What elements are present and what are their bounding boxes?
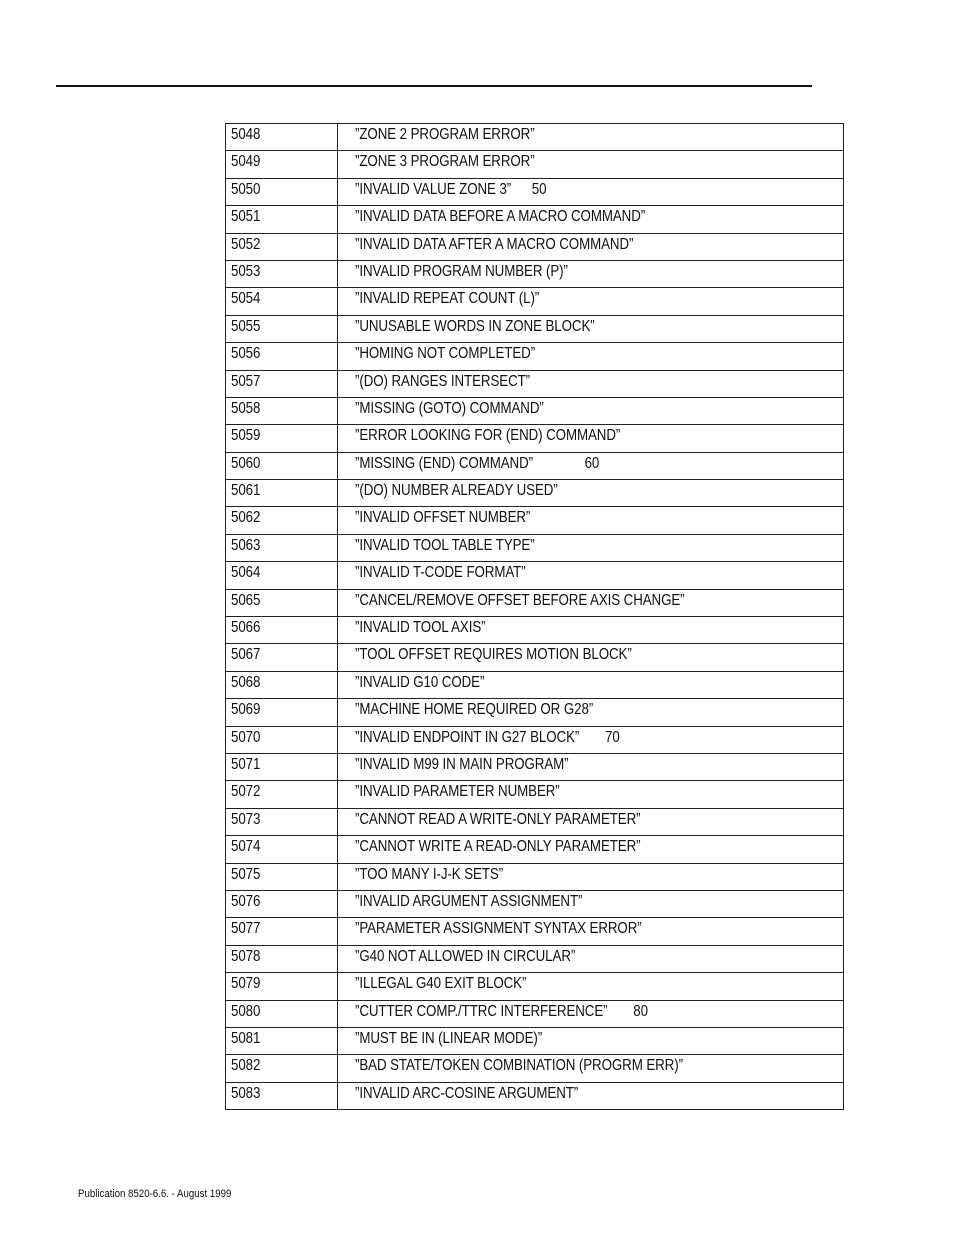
error-code: 5064 — [231, 564, 261, 582]
table-row — [226, 781, 844, 808]
table-row — [226, 671, 844, 698]
table-row — [226, 452, 844, 479]
error-message-cell — [338, 1000, 844, 1027]
error-code-cell — [226, 726, 338, 753]
error-message: ”(DO) RANGES INTERSECT” — [355, 372, 531, 390]
error-code: 5057 — [231, 372, 261, 390]
error-code: 5061 — [231, 482, 261, 500]
table-row — [226, 534, 844, 561]
error-message-cell — [338, 973, 844, 1000]
error-message: ”TOOL OFFSET REQUIRES MOTION BLOCK” — [355, 646, 632, 664]
error-code-cell — [226, 617, 338, 644]
error-code-cell — [226, 425, 338, 452]
table-row — [226, 1027, 844, 1054]
error-message-wrap — [355, 1004, 648, 1019]
error-message-cell — [338, 918, 844, 945]
table-row — [226, 425, 844, 452]
error-code: 5052 — [231, 235, 261, 253]
error-code-cell — [226, 836, 338, 863]
table-row — [226, 753, 844, 780]
error-code: 5053 — [231, 262, 261, 280]
table-row — [226, 397, 844, 424]
error-message-cell — [338, 781, 844, 808]
error-code-cell — [226, 370, 338, 397]
table-row — [226, 343, 844, 370]
error-message-wrap — [355, 456, 599, 471]
table-row — [226, 726, 844, 753]
error-message-wrap — [355, 784, 560, 799]
error-message-cell — [338, 836, 844, 863]
error-code: 5083 — [231, 1084, 261, 1102]
error-code-cell — [226, 452, 338, 479]
error-code-cell — [226, 918, 338, 945]
range-marker: 80 — [633, 1002, 648, 1020]
error-message: ”INVALID OFFSET NUMBER” — [355, 509, 531, 527]
error-message-cell — [338, 452, 844, 479]
error-message: ”INVALID ENDPOINT IN G27 BLOCK” — [355, 728, 580, 746]
error-code: 5072 — [231, 783, 261, 801]
error-message: ”INVALID ARGUMENT ASSIGNMENT” — [355, 892, 583, 910]
table-row — [226, 562, 844, 589]
error-code-cell — [226, 781, 338, 808]
error-code: 5066 — [231, 619, 261, 637]
error-message: ”INVALID DATA BEFORE A MACRO COMMAND” — [355, 208, 646, 226]
error-code-cell — [226, 480, 338, 507]
table-row — [226, 1055, 844, 1082]
error-message: ”HOMING NOT COMPLETED” — [355, 345, 536, 363]
error-code-cell — [226, 973, 338, 1000]
error-code-cell — [226, 863, 338, 890]
error-message-cell — [338, 890, 844, 917]
error-code-table — [225, 123, 844, 1110]
error-message-wrap — [355, 593, 685, 608]
error-code: 5056 — [231, 345, 261, 363]
error-message: ”TOO MANY I-J-K SETS” — [355, 865, 504, 883]
error-message: ”MISSING (GOTO) COMMAND” — [355, 399, 544, 417]
error-message-cell — [338, 1082, 844, 1109]
error-message: ”MACHINE HOME REQUIRED OR G28” — [355, 701, 594, 719]
error-message: ”INVALID TOOL AXIS” — [355, 619, 486, 637]
table-row — [226, 233, 844, 260]
error-message-wrap — [355, 949, 575, 964]
error-message-wrap — [355, 510, 530, 525]
error-message-cell — [338, 288, 844, 315]
error-message-cell — [338, 507, 844, 534]
error-message-wrap — [355, 127, 535, 142]
error-message-wrap — [355, 620, 485, 635]
error-code-cell — [226, 507, 338, 534]
error-message: ”INVALID PARAMETER NUMBER” — [355, 783, 560, 801]
error-code-cell — [226, 534, 338, 561]
error-code-cell — [226, 233, 338, 260]
error-message-wrap — [355, 839, 641, 854]
error-message: ”ILLEGAL G40 EXIT BLOCK” — [355, 975, 527, 993]
error-code: 5058 — [231, 399, 261, 417]
error-message-cell — [338, 671, 844, 698]
error-message-cell — [338, 617, 844, 644]
error-message-wrap — [355, 291, 539, 306]
error-message: ”INVALID ARC-COSINE ARGUMENT” — [355, 1084, 579, 1102]
error-code: 5062 — [231, 509, 261, 527]
error-code-cell — [226, 315, 338, 342]
range-marker: 70 — [605, 728, 620, 746]
error-message-wrap — [355, 976, 526, 991]
error-message: ”INVALID REPEAT COUNT (L)” — [355, 290, 540, 308]
error-message-cell — [338, 260, 844, 287]
error-message-wrap — [355, 702, 593, 717]
error-message-cell — [338, 753, 844, 780]
error-code-cell — [226, 124, 338, 151]
error-message-wrap — [355, 237, 633, 252]
error-message: ”ZONE 3 PROGRAM ERROR” — [355, 153, 535, 171]
error-message-wrap — [355, 647, 632, 662]
range-marker: 60 — [584, 454, 600, 472]
error-message: ”INVALID DATA AFTER A MACRO COMMAND” — [355, 235, 634, 253]
error-message-wrap — [355, 757, 569, 772]
error-message-wrap — [355, 1031, 542, 1046]
error-code: 5069 — [231, 701, 261, 719]
error-message: ”INVALID VALUE ZONE 3” — [355, 180, 512, 198]
error-code-cell — [226, 206, 338, 233]
error-code: 5074 — [231, 838, 261, 856]
error-message: ”INVALID PROGRAM NUMBER (P)” — [355, 262, 568, 280]
error-code-cell — [226, 644, 338, 671]
error-message-cell — [338, 1055, 844, 1082]
error-message: ”ERROR LOOKING FOR (END) COMMAND” — [355, 427, 621, 445]
error-code: 5078 — [231, 947, 261, 965]
error-code: 5060 — [231, 454, 261, 472]
error-message-cell — [338, 644, 844, 671]
error-message-cell — [338, 124, 844, 151]
table-row — [226, 890, 844, 917]
error-message-wrap — [355, 730, 620, 745]
error-code: 5054 — [231, 290, 261, 308]
error-message-wrap — [355, 483, 558, 498]
error-message: ”CANNOT READ A WRITE-ONLY PARAMETER” — [355, 810, 641, 828]
error-message: ”INVALID M99 IN MAIN PROGRAM” — [355, 755, 569, 773]
error-code: 5067 — [231, 646, 261, 664]
error-message: ”INVALID TOOL TABLE TYPE” — [355, 536, 535, 554]
table-row — [226, 699, 844, 726]
error-code: 5070 — [231, 728, 261, 746]
table-row — [226, 863, 844, 890]
error-code: 5055 — [231, 317, 261, 335]
error-message: ”INVALID T-CODE FORMAT” — [355, 564, 526, 582]
error-message: ”CANCEL/REMOVE OFFSET BEFORE AXIS CHANGE” — [355, 591, 685, 609]
error-message-cell — [338, 1027, 844, 1054]
error-message-wrap — [355, 319, 595, 334]
error-message-cell — [338, 151, 844, 178]
error-code-cell — [226, 343, 338, 370]
error-message: ”BAD STATE/TOKEN COMBINATION (PROGRM ERR)” — [355, 1057, 683, 1075]
table-row — [226, 1082, 844, 1109]
table-row — [226, 973, 844, 1000]
error-message-wrap — [355, 894, 582, 909]
error-code: 5065 — [231, 591, 261, 609]
error-code-cell — [226, 808, 338, 835]
table-row — [226, 206, 844, 233]
error-message-wrap — [355, 346, 535, 361]
table-row — [226, 836, 844, 863]
error-message: ”PARAMETER ASSIGNMENT SYNTAX ERROR” — [355, 920, 642, 938]
error-message: ”MISSING (END) COMMAND” — [355, 454, 533, 472]
error-message-wrap — [355, 428, 620, 443]
error-message-cell — [338, 343, 844, 370]
error-message-wrap — [355, 401, 544, 416]
error-code: 5059 — [231, 427, 261, 445]
error-message-cell — [338, 370, 844, 397]
error-message-wrap — [355, 209, 645, 224]
error-message-wrap — [355, 921, 642, 936]
table-row — [226, 617, 844, 644]
error-message-cell — [338, 233, 844, 260]
error-message: ”UNUSABLE WORDS IN ZONE BLOCK” — [355, 317, 595, 335]
error-code: 5051 — [231, 208, 261, 226]
error-message-wrap — [355, 538, 535, 553]
error-message-cell — [338, 480, 844, 507]
error-code-cell — [226, 589, 338, 616]
table-row — [226, 507, 844, 534]
error-message-wrap — [355, 374, 530, 389]
error-message-cell — [338, 206, 844, 233]
error-code-cell — [226, 1000, 338, 1027]
error-code: 5075 — [231, 865, 261, 883]
error-message-cell — [338, 945, 844, 972]
table-row — [226, 644, 844, 671]
error-code-cell — [226, 890, 338, 917]
error-table-body — [226, 124, 844, 1110]
error-message: ”MUST BE IN (LINEAR MODE)” — [355, 1029, 543, 1047]
error-code: 5077 — [231, 920, 261, 938]
error-code-cell — [226, 671, 338, 698]
error-code-cell — [226, 945, 338, 972]
table-row — [226, 260, 844, 287]
error-message-cell — [338, 699, 844, 726]
error-code: 5080 — [231, 1002, 261, 1020]
table-row — [226, 808, 844, 835]
error-message-wrap — [355, 565, 526, 580]
error-message-wrap — [355, 264, 568, 279]
error-message-cell — [338, 562, 844, 589]
error-message-cell — [338, 397, 844, 424]
error-code-cell — [226, 397, 338, 424]
table-row — [226, 945, 844, 972]
error-message-cell — [338, 808, 844, 835]
table-row — [226, 480, 844, 507]
table-row — [226, 315, 844, 342]
range-marker: 50 — [531, 180, 547, 198]
error-code-cell — [226, 753, 338, 780]
table-row — [226, 151, 844, 178]
error-message-wrap — [355, 867, 503, 882]
error-code: 5068 — [231, 673, 261, 691]
error-code: 5081 — [231, 1029, 261, 1047]
error-code-cell — [226, 151, 338, 178]
error-code: 5049 — [231, 153, 261, 171]
error-code: 5063 — [231, 536, 261, 554]
error-code: 5048 — [231, 126, 261, 143]
table-row — [226, 124, 844, 151]
table-row — [226, 1000, 844, 1027]
error-message: ”ZONE 2 PROGRAM ERROR” — [355, 126, 535, 143]
error-message: ”INVALID G10 CODE” — [355, 673, 485, 691]
error-message-wrap — [355, 675, 484, 690]
error-message-cell — [338, 589, 844, 616]
error-message: ”CUTTER COMP./TTRC INTERFERENCE” — [355, 1002, 608, 1020]
header-rule — [56, 85, 812, 87]
error-code: 5079 — [231, 975, 261, 993]
error-message-wrap — [355, 812, 641, 827]
error-code: 5071 — [231, 755, 261, 773]
error-message-cell — [338, 315, 844, 342]
table-row — [226, 288, 844, 315]
table-row — [226, 918, 844, 945]
table-row — [226, 370, 844, 397]
error-message: ”(DO) NUMBER ALREADY USED” — [355, 482, 558, 500]
error-code-cell — [226, 178, 338, 205]
error-code-cell — [226, 1055, 338, 1082]
error-code: 5073 — [231, 810, 261, 828]
error-code-cell — [226, 1027, 338, 1054]
error-code: 5082 — [231, 1057, 261, 1075]
error-code-cell — [226, 562, 338, 589]
table-row — [226, 178, 844, 205]
error-message: ”G40 NOT ALLOWED IN CIRCULAR” — [355, 947, 576, 965]
error-message-cell — [338, 425, 844, 452]
table-row — [226, 589, 844, 616]
error-message-cell — [338, 178, 844, 205]
error-code-cell — [226, 699, 338, 726]
error-message: ”CANNOT WRITE A READ-ONLY PARAMETER” — [355, 838, 641, 856]
publication-footer: Publication 8520-6.6. - August 1999 — [78, 1188, 232, 1200]
error-message-cell — [338, 726, 844, 753]
error-message-wrap — [355, 1058, 683, 1073]
error-code-cell — [226, 260, 338, 287]
error-code-cell — [226, 1082, 338, 1109]
error-code: 5050 — [231, 180, 261, 198]
error-code-cell — [226, 288, 338, 315]
error-code: 5076 — [231, 892, 261, 910]
error-message-wrap — [355, 1086, 578, 1101]
error-message-cell — [338, 534, 844, 561]
error-message-wrap — [355, 182, 546, 197]
error-message-wrap — [355, 154, 535, 169]
error-message-cell — [338, 863, 844, 890]
